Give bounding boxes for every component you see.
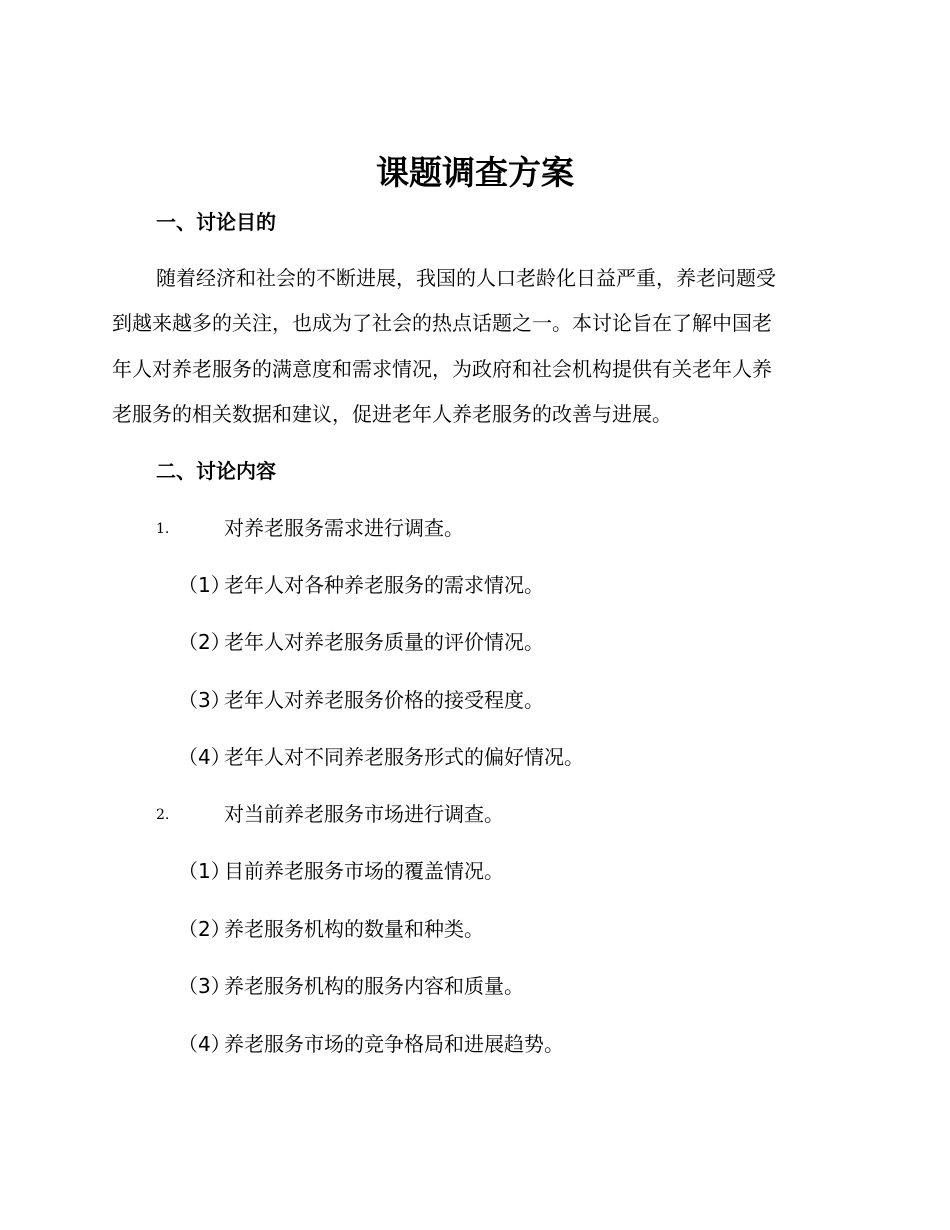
sub-item-text: 老年人对不同养老服务形式的偏好情况。: [224, 745, 584, 769]
sub-item-text: 养老服务市场的竞争格局和进展趋势。: [224, 1032, 564, 1056]
sub-item-mark: （2）: [178, 917, 231, 941]
sub-item-mark: （4）: [178, 1032, 231, 1056]
paragraph-line: 到越来越多的关注，也成为了社会的热点话题之一。本讨论旨在了解中国老: [112, 311, 772, 336]
sub-list-item: [178, 1030, 564, 1058]
sub-list-item: [178, 857, 504, 885]
sub-item-mark: （3）: [178, 688, 231, 712]
sub-list-item: [178, 972, 524, 1000]
list-item-number: 1.: [156, 521, 170, 537]
sub-item-text: 老年人对各种养老服务的需求情况。: [224, 573, 544, 597]
section-heading-content: 二、讨论内容: [156, 459, 276, 483]
sub-list-item: [178, 686, 544, 714]
sub-item-text: 养老服务机构的服务内容和质量。: [224, 974, 524, 998]
list-item-text: 对养老服务需求进行调查。: [224, 516, 464, 540]
sub-item-text: 老年人对养老服务价格的接受程度。: [224, 688, 544, 712]
paragraph-line: 年人对养老服务的满意度和需求情况，为政府和社会机构提供有关老年人养: [112, 356, 772, 381]
document-title: 课题调查方案: [376, 153, 574, 192]
sub-item-mark: （1）: [178, 573, 231, 597]
sub-list-item: [178, 743, 584, 771]
paragraph-line: 老服务的相关数据和建议，促进老年人养老服务的改善与进展。: [112, 401, 672, 426]
sub-item-mark: （3）: [178, 974, 231, 998]
section-heading-purpose: 一、讨论目的: [156, 210, 276, 234]
purpose-paragraph: [112, 256, 832, 437]
sub-item-text: 养老服务机构的数量和种类。: [224, 917, 484, 941]
sub-list-item: [178, 571, 544, 599]
list-item-number: 2.: [156, 807, 170, 823]
sub-item-text: 老年人对养老服务质量的评价情况。: [224, 630, 544, 654]
sub-list-item: [178, 915, 484, 943]
sub-item-mark: （2）: [178, 630, 231, 654]
sub-item-text: 目前养老服务市场的覆盖情况。: [224, 859, 504, 883]
sub-item-mark: （4）: [178, 745, 231, 769]
sub-list-item: [178, 628, 544, 656]
paragraph-line: 随着经济和社会的不断进展，我国的人口老龄化日益严重，养老问题受: [156, 266, 776, 290]
list-item-text: 对当前养老服务市场进行调查。: [224, 802, 504, 826]
sub-item-mark: （1）: [178, 859, 231, 883]
